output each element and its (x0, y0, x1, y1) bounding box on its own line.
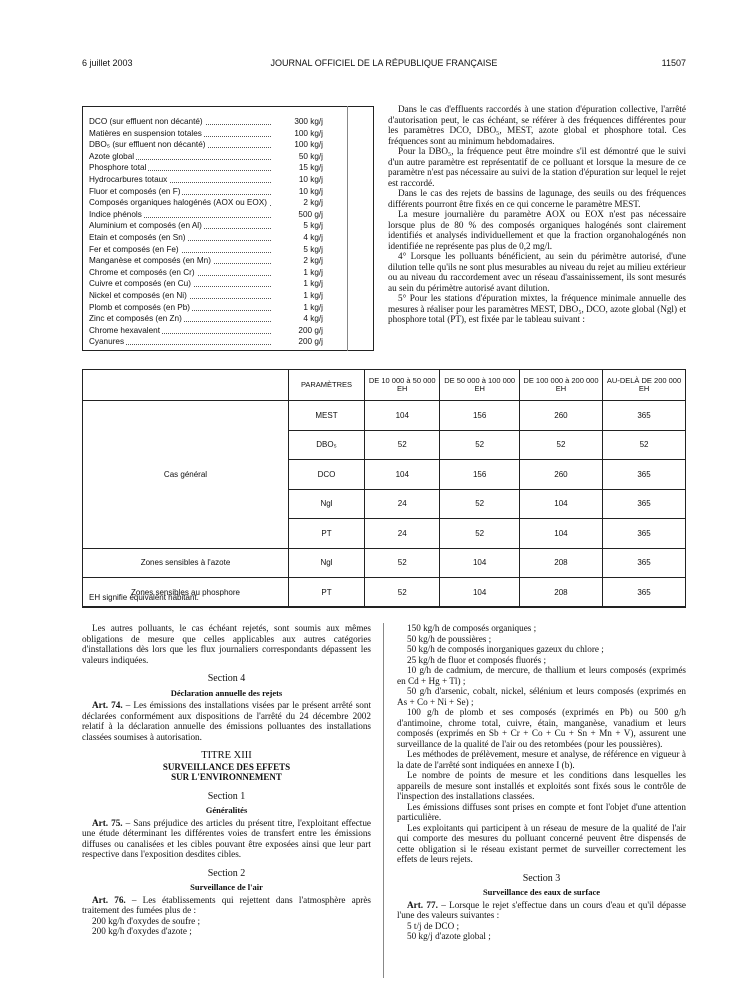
limit-value: 200 g/j (271, 336, 323, 347)
list-item: 5 t/j de DCO ; (407, 920, 460, 931)
limit-name: DBO₅ (sur effluent non décanté) (89, 140, 206, 150)
limit-row (89, 197, 367, 208)
list-item: 50 g/h d'arsenic, cobalt, nickel, sélénium et leurs composés (exprimés en As + Co + Ni + Se) ; (397, 686, 686, 707)
limit-row (89, 336, 367, 347)
section-heading: Section 1 (207, 790, 246, 802)
right-top-text (388, 104, 686, 325)
limit-name: Matières en suspension totales (89, 128, 202, 138)
table-cell: 156 (440, 401, 519, 431)
limit-name: Hydrocarbures totaux (89, 175, 168, 184)
zone-label-cell: Zones sensibles au phosphore (83, 578, 289, 608)
paragraph: 4° Lorsque les polluants bénéficient, au sein du périmètre autorisé, d'une dilution telle qu'ils ne sont plus mesurables au niveau du rejet au milieu extérieur ou au niveau du raccordement avec un réseau d'assainissement, ils sont mesurés au sein du périmètre autorisé avant dilution. (388, 251, 686, 293)
article-text: – Lorsque le rejet s'effectue dans un cours d'eau et qu'il dépasse l'une des valeurs suivantes : (397, 899, 686, 920)
table-header: DE 100 000 à 200 000 EH (519, 370, 602, 401)
limit-row (89, 313, 367, 324)
list-item: 50 kg/h de composés inorganiques gazeux du chlore ; (407, 644, 604, 654)
parameter-cell: MEST (289, 401, 365, 431)
table-cell: 104 (365, 460, 440, 490)
limit-row (89, 209, 367, 220)
limit-value: 15 kg/j (271, 162, 323, 173)
limit-name: Fer et composés (en Fe) (89, 244, 179, 254)
limit-name: Composés organiques halogénés (AOX ou EOX) (89, 198, 267, 208)
limit-value: 1 kg/j (271, 267, 323, 278)
limit-value: 2 kg/j (271, 255, 323, 266)
limit-value: 10 kg/j (271, 174, 323, 185)
limit-value: 10 kg/j (271, 186, 323, 197)
table-cell: 365 (603, 548, 686, 578)
parameter-cell: DCO (289, 460, 365, 490)
table-cell: 104 (519, 489, 602, 519)
limit-name: Phosphore total (89, 163, 147, 173)
limit-name: Indice phénols (89, 209, 142, 219)
page-header (82, 58, 686, 70)
limit-value: 500 g/j (271, 209, 323, 220)
limit-value: 5 kg/j (271, 220, 323, 231)
table-cell: 208 (519, 578, 602, 608)
limit-name: Fluor et composés (en F) (89, 186, 181, 196)
limit-row (89, 151, 367, 162)
limit-value: 4 kg/j (271, 232, 323, 243)
section-subheading: Généralités (205, 805, 248, 815)
limit-row (89, 302, 367, 313)
table-cell: 365 (603, 489, 686, 519)
limit-row (89, 139, 367, 150)
article-76 (82, 895, 371, 916)
table-cell: 52 (440, 430, 519, 460)
article-75 (82, 818, 371, 860)
section-heading: Section 3 (522, 872, 561, 884)
table-header: PARAMÈTRES (289, 370, 365, 401)
table-cell: 104 (440, 578, 519, 608)
limit-name: DCO (sur effluent non décanté) (89, 117, 203, 126)
parameter-cell: DBO₅ (289, 430, 365, 460)
table-cell: 24 (365, 519, 440, 549)
parameter-cell: Ngl (289, 489, 365, 519)
title-name: SURVEILLANCE DES EFFETS (162, 761, 291, 772)
limit-value: 1 kg/j (271, 290, 323, 301)
article-text: – Les établissements qui rejettent dans l'atmosphère après traitement des fumées plus de : (82, 894, 372, 915)
left-column (82, 623, 371, 937)
section-subheading: Surveillance des eaux de surface (482, 887, 601, 897)
limit-row (89, 162, 367, 173)
paragraph: Les autres polluants, le cas échéant rejetés, sont soumis aux mêmes obligations de mesure que celles applicables aux autres catégories d'installations dès lors que les flux journaliers correspondants dépassent les valeurs indiquées. (82, 623, 371, 665)
paragraph: Dans le cas d'effluents raccordés à une station d'épuration collective, l'arrêté d'autorisation peut, le cas échéant, se référer à des fréquences différentes pour les paramètres DCO, DBO₅, MEST, azote global et phosphore total. Ces fréquences sont au minimum hebdomadaires. (388, 104, 686, 146)
table-cell: 52 (365, 430, 440, 460)
limit-name: Nickel et composés (en Ni) (89, 291, 187, 300)
column-divider (347, 106, 348, 351)
table-cell: 365 (603, 578, 686, 608)
limit-row (89, 325, 367, 336)
limit-row (89, 186, 367, 197)
header-journal-title: JOURNAL OFFICIEL DE LA RÉPUBLIQUE FRANÇAISE (270, 58, 498, 68)
zone-label-cell: Zones sensibles à l'azote (83, 548, 289, 578)
table-cell: 52 (440, 489, 519, 519)
table-row (83, 401, 686, 431)
list-item: 50 kg/j d'azote global ; (407, 931, 491, 941)
table-cell: 52 (440, 519, 519, 549)
article-77 (397, 900, 686, 921)
table-cell: 104 (365, 401, 440, 431)
limit-row (89, 232, 367, 243)
paragraph: Dans le cas des rejets de bassins de lagunage, des seuils ou des fréquences différents pourront être fixés en ce qui concerne le paramètre MEST. (388, 188, 686, 209)
table-cell: 365 (603, 401, 686, 431)
limit-name: Chrome hexavalent (89, 325, 160, 335)
table-cell: 24 (365, 489, 440, 519)
list-item: 150 kg/h de composés organiques ; (407, 623, 537, 633)
limit-name: Etain et composés (en Sn) (89, 233, 186, 242)
list-item: 200 kg/h d'oxydes d'azote ; (92, 926, 192, 936)
table-cell: 104 (519, 519, 602, 549)
limit-row (89, 116, 367, 127)
article-text: – Les émissions des installations visées par le présent arrêté sont déclarées conformément aux dispositions de l'arrêté du 24 décembre 2002 relatif à la déclaration annuelle des émissions polluantes des installations classées soumises à autorisation. (82, 700, 371, 742)
limit-name: Azote global (89, 151, 135, 161)
right-column (397, 623, 686, 942)
column-divider (383, 623, 384, 978)
table-cell: 156 (440, 460, 519, 490)
limit-row (89, 255, 367, 266)
limit-row (89, 128, 367, 139)
article-text: – Sans préjudice des articles du présent titre, l'exploitant effectue une étude déterminant les différentes voies de transfert entre les émissions diffuses ou canalisées et les cibles pouvant être exposées ainsi que leur part respective dans l'exposition desdites cibles. (82, 817, 371, 859)
article-number: Art. 75. (92, 817, 123, 828)
section-subheading: Déclaration annuelle des rejets (170, 687, 283, 698)
limit-name: Plomb et composés (en Pb) (89, 302, 191, 312)
table-cell: 260 (519, 460, 602, 490)
paragraph: 5° Pour les stations d'épuration mixtes, la fréquence minimale annuelle des mesures à réaliser pour les paramètres MEST, DBO₅, DCO, azote global (Ngl) et phosphore total (PT), est fixée par le tableau suivant : (388, 293, 686, 324)
table-header: DE 10 000 à 50 000 EH (365, 370, 440, 401)
table-cell: 52 (365, 578, 440, 608)
table-cell: 208 (519, 548, 602, 578)
limit-row (89, 220, 367, 231)
title-heading: TITRE XIII (201, 750, 252, 761)
paragraph: Les exploitants qui participent à un réseau de mesure de la qualité de l'air qui comporte des mesures du polluant concerné peuvent être dispensés de cette obligation si le réseau existant permet de surveiller correctement les effets de leurs rejets. (397, 822, 686, 864)
limit-value: 50 kg/j (271, 151, 323, 162)
table-cell: 365 (603, 460, 686, 490)
limit-name: Cyanures (89, 337, 125, 347)
article-number: Art. 77. (407, 899, 438, 910)
limit-value: 1 kg/j (271, 278, 323, 289)
table-header-row (83, 370, 686, 401)
table-cell: 365 (603, 519, 686, 549)
limit-name: Cuivre et composés (en Cu) (89, 279, 191, 289)
section-subheading: Surveillance de l'air (190, 882, 263, 892)
article-number: Art. 76. (92, 894, 126, 905)
table-header: DE 50 000 à 100 000 EH (440, 370, 519, 401)
limit-name: Aluminium et composés (en Al) (89, 221, 202, 231)
list-item: 10 g/h de cadmium, de mercure, de thallium et leurs composés (exprimés en Cd + Hg + Tl) ; (397, 665, 686, 686)
limit-row (89, 174, 367, 185)
limit-row (89, 267, 367, 278)
section-heading: Section 4 (207, 673, 246, 684)
table-cell: 52 (365, 548, 440, 578)
table-cell: 260 (519, 401, 602, 431)
measurement-frequency-table (82, 369, 686, 608)
paragraph: Les méthodes de prélèvement, mesure et analyse, de référence en vigueur à la date de l'arrêté sont indiquées en annexe I (b). (397, 749, 686, 770)
parameter-cell: PT (289, 519, 365, 549)
list-item: 50 kg/h de poussières ; (407, 633, 492, 644)
list-item: 25 kg/h de fluor et composés fluorés ; (407, 654, 547, 665)
limit-name: Zinc et composés (en Zn) (89, 314, 182, 324)
limit-value: 4 kg/j (271, 313, 323, 324)
paragraph: Pour la DBO₅, la fréquence peut être moindre s'il est démontré que le suivi d'un autre paramètre est représentatif de ce polluant et lorsque la mesure de ce paramètre n'est pas nécessaire au suivi de la station d'épuration sur lequel le rejet est raccordé. (388, 146, 686, 188)
paragraph: Les émissions diffuses sont prises en compte et font l'objet d'une attention particulière. (397, 801, 686, 822)
limit-value: 5 kg/j (271, 244, 323, 255)
limit-values-box (82, 106, 374, 351)
article-74 (82, 700, 371, 742)
parameter-cell: PT (289, 578, 365, 608)
list-item: 200 kg/h d'oxydes de soufre ; (92, 915, 201, 926)
limit-row (89, 290, 367, 301)
table-cell: 104 (440, 548, 519, 578)
limit-value: 200 g/j (271, 325, 323, 336)
header-date: 6 juillet 2003 (82, 58, 133, 68)
header-page-number: 11507 (661, 58, 686, 68)
parameter-cell: Ngl (289, 548, 365, 578)
limit-value: 1 kg/j (271, 302, 323, 313)
limit-value: 100 kg/j (271, 139, 323, 150)
limit-value: 300 kg/j (271, 116, 323, 127)
limit-name: Chrome et composés (en Cr) (89, 267, 195, 277)
limit-name: Manganèse et composés (en Mn) (89, 256, 211, 266)
limit-row (89, 244, 367, 255)
paragraph: La mesure journalière du paramètre AOX ou EOX n'est pas nécessaire lorsque plus de 80 % des composés organiques halogénés sont clairement identifiés et analysés individuellement et que la fraction organohalogénés non identifiée ne représente pas plus de 0,2 mg/l. (388, 209, 686, 251)
list-item: 100 g/h de plomb et ses composés (exprimés en Pb) ou 500 g/h d'antimoine, chrome total, cuivre, étain, manganèse, vanadium et leurs composés (exprimés en Sb + Cr + Co + Cu + Sn + Mn + V), assurent une surveillance de la qualité de l'air ou des retombées (pour les poussières). (397, 707, 686, 749)
table-header-empty (83, 370, 289, 401)
limit-value: 2 kg/j (271, 197, 323, 208)
group-label-cell: Cas général (83, 401, 289, 549)
table-body (83, 401, 686, 608)
limit-row (89, 278, 367, 289)
article-number: Art. 74. (92, 700, 123, 710)
table-header: AU-DELÀ DE 200 000 EH (603, 370, 686, 401)
title-name: SUR L'ENVIRONNEMENT (171, 772, 282, 782)
table-cell: 52 (603, 430, 686, 460)
section-heading: Section 2 (207, 867, 246, 879)
paragraph: Le nombre de points de mesure et les conditions dans lesquelles les appareils de mesure sont installés et exploités sont fixés sous le contrôle de l'inspection des installations classées. (397, 770, 686, 801)
limit-value: 100 kg/j (271, 128, 323, 139)
table-row (83, 548, 686, 578)
table-note: EH signifie équivalent habitant. (82, 589, 686, 607)
table-cell: 52 (519, 430, 602, 460)
